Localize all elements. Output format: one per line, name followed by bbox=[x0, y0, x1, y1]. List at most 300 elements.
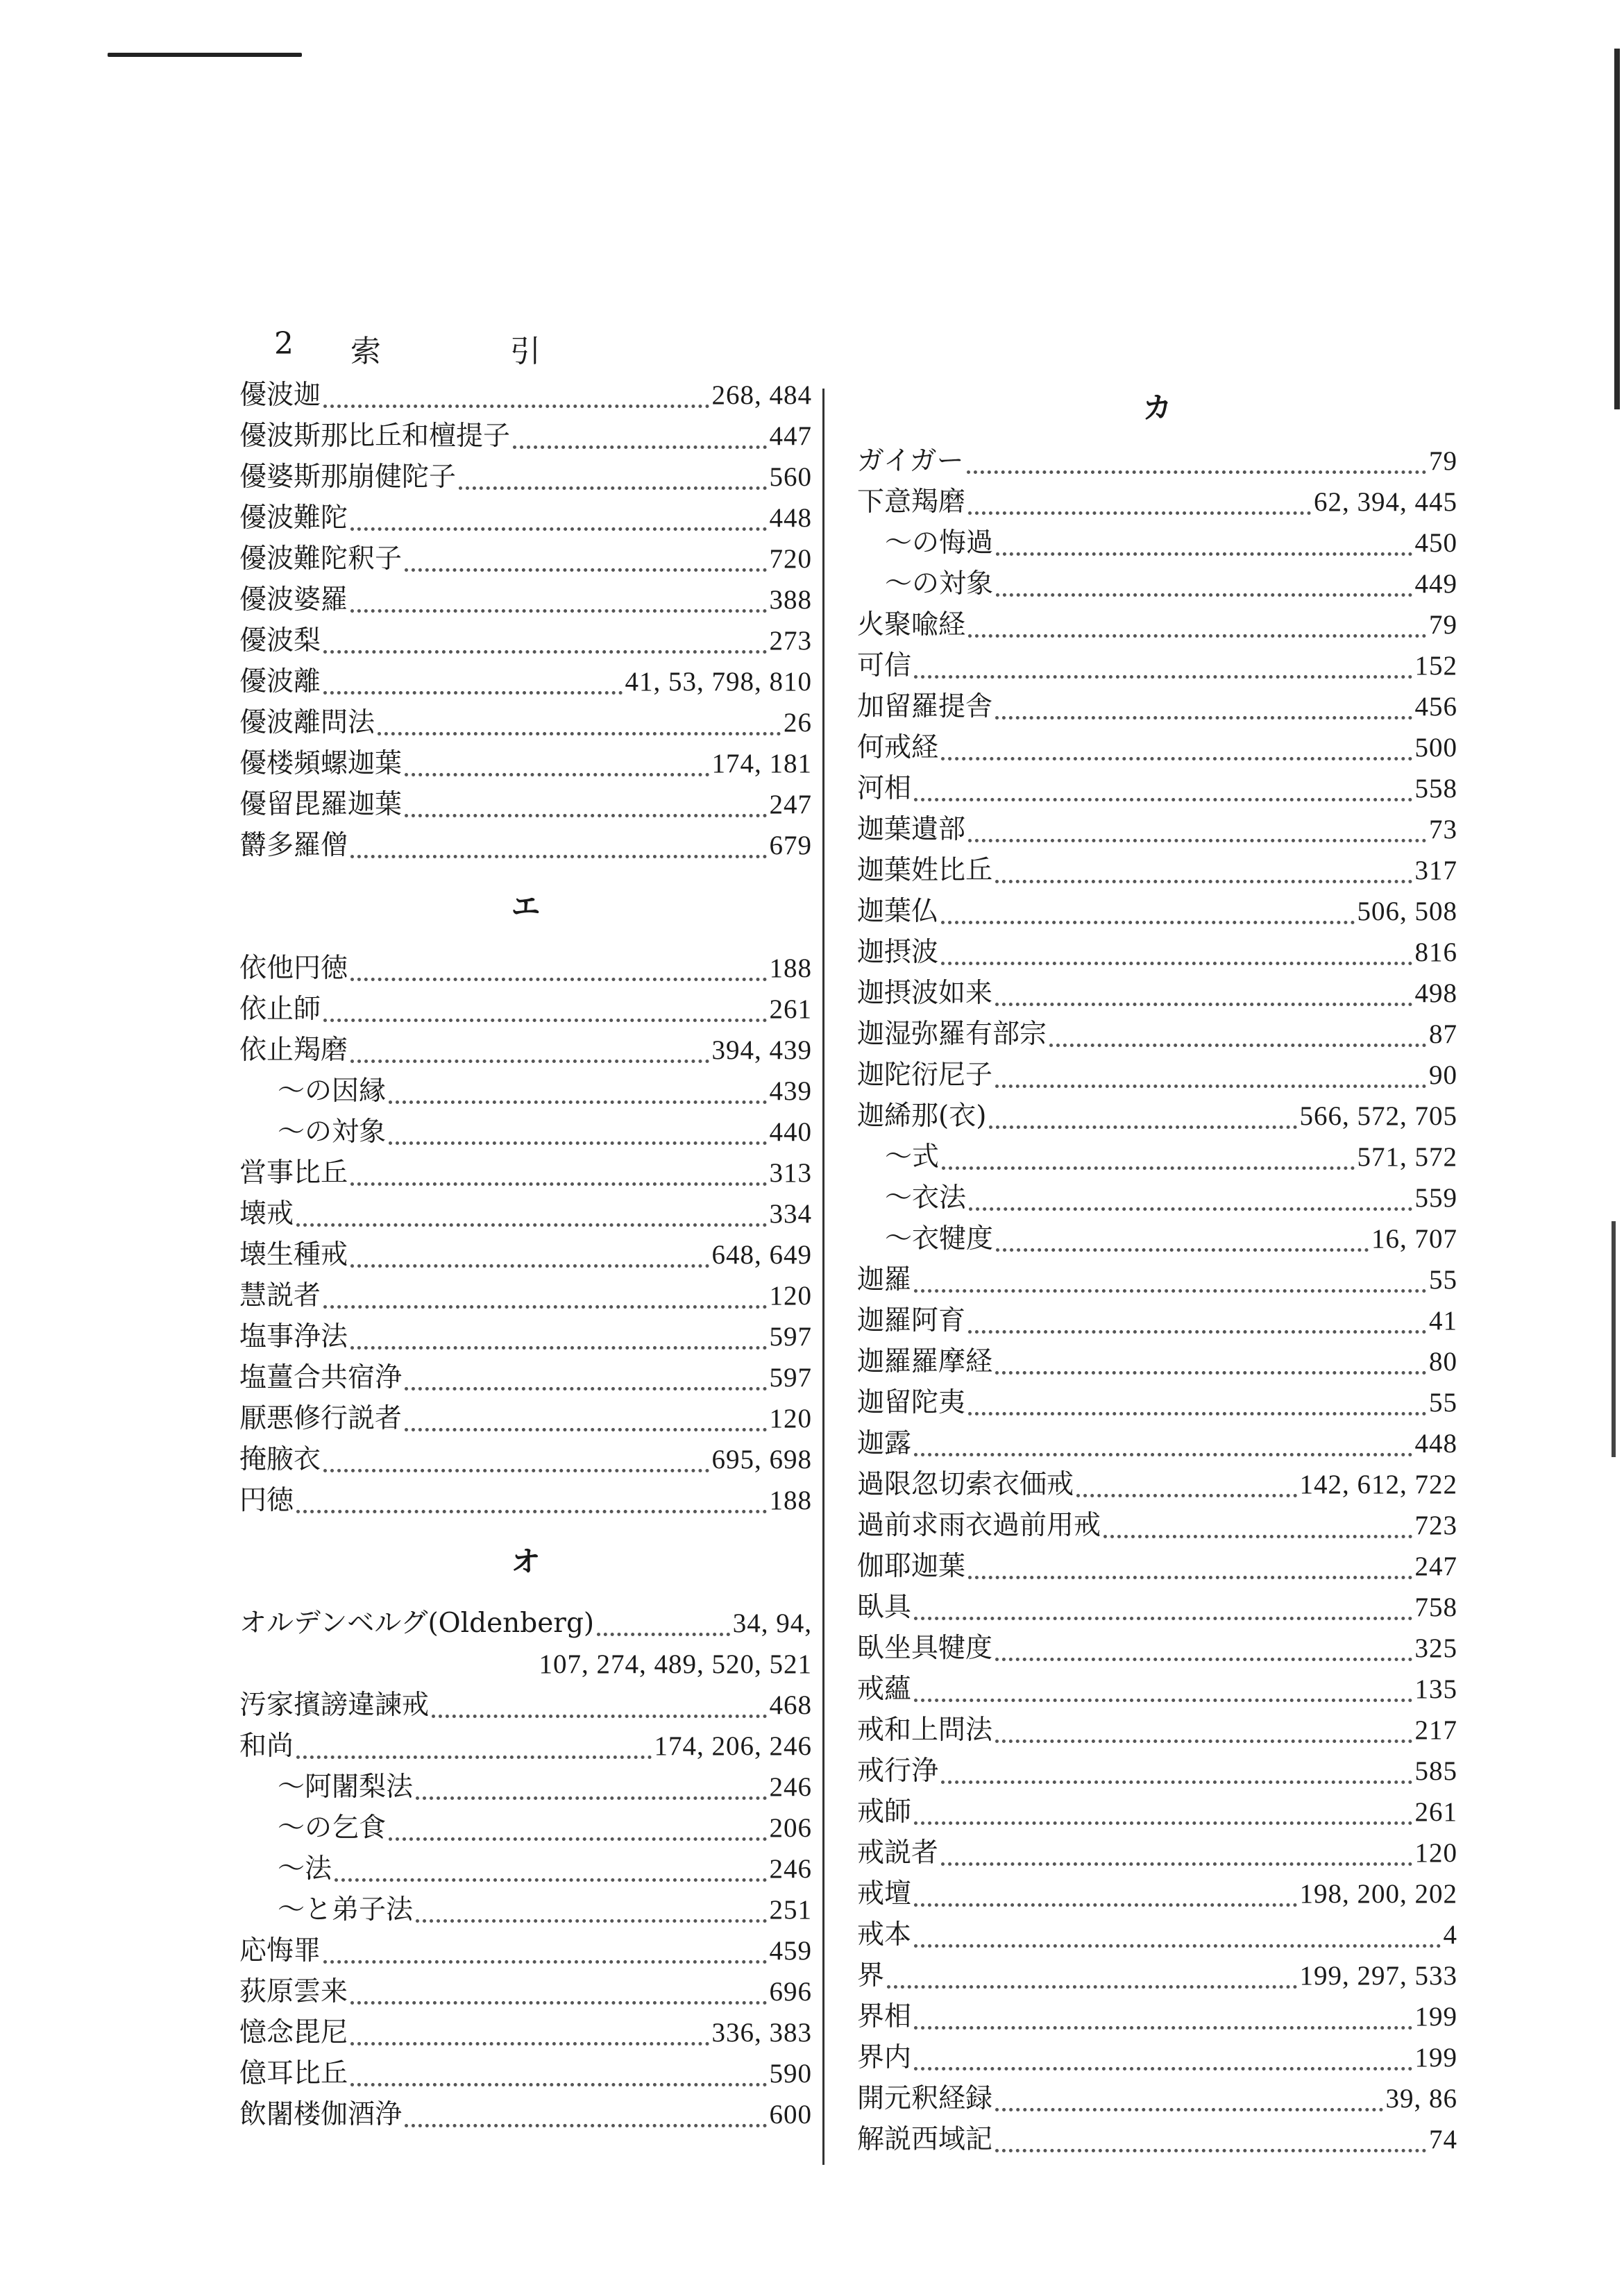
dot-leader bbox=[323, 1005, 766, 1022]
entry-pages: 188 bbox=[769, 953, 812, 983]
dot-leader bbox=[296, 1209, 766, 1227]
index-subentry bbox=[857, 1137, 1457, 1177]
entry-term: ～の対象 bbox=[278, 1116, 387, 1148]
index-entry bbox=[239, 1193, 812, 1234]
dot-leader bbox=[996, 538, 1412, 556]
entry-pages: 206 bbox=[769, 1813, 812, 1843]
index-entry bbox=[857, 1955, 1457, 1996]
entry-term: 何戒経 bbox=[857, 732, 939, 763]
dot-leader bbox=[350, 1168, 766, 1186]
entry-pages: 468 bbox=[769, 1690, 812, 1720]
entry-pages: 217 bbox=[1414, 1715, 1457, 1745]
entry-pages: 447 bbox=[769, 421, 812, 451]
index-entry bbox=[239, 1930, 812, 1971]
index-entry bbox=[239, 1275, 812, 1316]
entry-term: 戒行浄 bbox=[857, 1755, 939, 1787]
entry-term: 迦湿弥羅有部宗 bbox=[857, 1019, 1047, 1050]
dot-leader bbox=[941, 948, 1412, 965]
running-head-title-1: 索 bbox=[350, 334, 381, 369]
entry-pages: 459 bbox=[769, 1936, 812, 1966]
index-entry bbox=[857, 686, 1457, 727]
entry-pages: 34, 94, bbox=[732, 1608, 812, 1638]
entry-pages: 247 bbox=[1414, 1551, 1457, 1581]
entry-term: 戒本 bbox=[857, 1919, 912, 1950]
entry-term: 界相 bbox=[857, 2001, 912, 2032]
scan-artifact-line bbox=[108, 53, 302, 57]
dot-leader bbox=[941, 907, 1354, 924]
entry-term: 戒壇 bbox=[857, 1878, 912, 1910]
index-entry bbox=[857, 1464, 1457, 1505]
dot-leader bbox=[323, 636, 766, 654]
dot-leader bbox=[989, 1112, 1296, 1129]
dot-leader bbox=[995, 702, 1412, 720]
entry-pages: 79 bbox=[1429, 610, 1457, 640]
index-entry bbox=[857, 1341, 1457, 1382]
dot-leader bbox=[323, 1946, 766, 1964]
entry-term: 迦露 bbox=[857, 1428, 912, 1459]
dot-leader bbox=[350, 1332, 766, 1350]
index-entry bbox=[857, 891, 1457, 932]
dot-leader bbox=[914, 1685, 1412, 1702]
entry-pages: 597 bbox=[769, 1363, 812, 1393]
dot-leader bbox=[914, 2053, 1412, 2070]
entry-pages: 313 bbox=[769, 1158, 812, 1188]
scan-edge-shadow bbox=[1614, 49, 1620, 409]
entry-pages: 39, 86 bbox=[1385, 2084, 1457, 2114]
entry-term: 優楼頻螺迦葉 bbox=[239, 748, 403, 779]
index-entry bbox=[857, 604, 1457, 645]
entry-pages: 16, 707 bbox=[1371, 1224, 1457, 1254]
index-entry bbox=[239, 2053, 812, 2094]
entry-term: 迦摂波 bbox=[857, 937, 939, 968]
entry-pages: 246 bbox=[769, 1854, 812, 1884]
entry-term: 優婆斯那崩健陀子 bbox=[239, 461, 457, 493]
index-entry bbox=[857, 1914, 1457, 1955]
entry-term: 迦陀衍尼子 bbox=[857, 1060, 993, 1091]
entry-term: 開元釈経録 bbox=[857, 2083, 993, 2114]
index-entry bbox=[857, 2119, 1457, 2160]
entry-pages: 41 bbox=[1429, 1306, 1457, 1336]
entry-pages: 325 bbox=[1414, 1633, 1457, 1663]
entry-term: 優波離 bbox=[239, 666, 321, 697]
index-entry bbox=[239, 948, 812, 989]
entry-term: ～の対象 bbox=[885, 568, 994, 599]
entry-term: ～式 bbox=[885, 1141, 940, 1173]
entry-pages: 696 bbox=[769, 1977, 812, 2007]
dot-leader bbox=[942, 1153, 1354, 1170]
entry-term: 迦摂波如来 bbox=[857, 978, 993, 1009]
entry-pages: 695, 698 bbox=[711, 1445, 812, 1474]
entry-pages: 273 bbox=[769, 626, 812, 656]
dot-leader bbox=[967, 457, 1426, 474]
entry-term: 迦羅羅摩経 bbox=[857, 1346, 993, 1377]
entry-pages: 198, 200, 202 bbox=[1299, 1879, 1457, 1909]
dot-leader bbox=[405, 800, 766, 817]
dot-leader bbox=[350, 2069, 766, 2086]
entry-pages: 334 bbox=[769, 1199, 812, 1229]
entry-pages: 498 bbox=[1414, 978, 1457, 1008]
index-entry bbox=[857, 1996, 1457, 2037]
entry-term: 臥具 bbox=[857, 1592, 912, 1623]
index-subentry bbox=[239, 1767, 812, 1808]
index-entry bbox=[239, 1357, 812, 1398]
dot-leader bbox=[995, 1726, 1412, 1743]
index-entry bbox=[239, 498, 812, 538]
index-entry bbox=[857, 809, 1457, 850]
entry-term: 依止師 bbox=[239, 994, 321, 1025]
dot-leader bbox=[995, 2135, 1426, 2152]
index-entry bbox=[857, 1792, 1457, 1832]
dot-leader bbox=[1049, 1030, 1426, 1047]
dot-leader bbox=[968, 825, 1426, 842]
entry-term: 界 bbox=[857, 1960, 885, 1991]
entry-term: 壊生種戒 bbox=[239, 1239, 348, 1270]
index-subentry bbox=[857, 522, 1457, 563]
index-entry bbox=[857, 645, 1457, 686]
entry-term: ～の因縁 bbox=[278, 1075, 387, 1107]
entry-pages: 247 bbox=[769, 790, 812, 819]
entry-term: 伽耶迦葉 bbox=[857, 1551, 966, 1582]
index-entry bbox=[857, 973, 1457, 1014]
entry-term: 迦羅 bbox=[857, 1264, 912, 1295]
entry-term: ～衣法 bbox=[885, 1182, 967, 1214]
entry-pages: 152 bbox=[1414, 651, 1457, 681]
entry-pages: 449 bbox=[1414, 569, 1457, 599]
index-entry bbox=[857, 1259, 1457, 1300]
entry-term: 営事比丘 bbox=[239, 1157, 348, 1189]
entry-pages: 558 bbox=[1414, 774, 1457, 803]
entry-term: 優波迦 bbox=[239, 380, 321, 411]
dot-leader bbox=[941, 743, 1412, 760]
entry-pages: 73 bbox=[1429, 815, 1457, 844]
entry-pages: 560 bbox=[769, 462, 812, 492]
entry-term: 厭悪修行説者 bbox=[239, 1403, 403, 1434]
dot-leader bbox=[296, 1742, 651, 1759]
index-entry bbox=[239, 457, 812, 498]
entry-pages: 679 bbox=[769, 831, 812, 860]
entry-pages: 440 bbox=[769, 1117, 812, 1147]
entry-term: 可信 bbox=[857, 650, 912, 681]
entry-pages: 448 bbox=[1414, 1429, 1457, 1459]
entry-term: 解説西域記 bbox=[857, 2124, 993, 2155]
index-column-right bbox=[857, 375, 1457, 2160]
dot-leader bbox=[416, 1783, 766, 1800]
entry-pages: 199 bbox=[1414, 2043, 1457, 2073]
index-entry bbox=[857, 1382, 1457, 1423]
entry-term: 優波難陀 bbox=[239, 502, 348, 534]
dot-leader bbox=[968, 1316, 1426, 1334]
entry-term: 優留毘羅迦葉 bbox=[239, 789, 403, 820]
index-entry bbox=[857, 1300, 1457, 1341]
index-entry bbox=[857, 2037, 1457, 2078]
dot-leader bbox=[405, 759, 709, 776]
entry-pages: 4 bbox=[1443, 1920, 1457, 1950]
entry-term: 河相 bbox=[857, 773, 912, 804]
entry-pages: 251 bbox=[769, 1895, 812, 1925]
index-entry bbox=[239, 375, 812, 416]
entry-term: 依他円徳 bbox=[239, 953, 348, 984]
entry-term: 和尚 bbox=[239, 1730, 294, 1762]
section-heading: オ bbox=[511, 1545, 541, 1579]
entry-term: 依止羯磨 bbox=[239, 1035, 348, 1066]
dot-leader bbox=[350, 1250, 709, 1268]
entry-pages: 62, 394, 445 bbox=[1314, 487, 1457, 517]
dot-leader bbox=[914, 1603, 1412, 1620]
entry-term: 迦葉姓比丘 bbox=[857, 855, 993, 886]
entry-term: 壊戒 bbox=[239, 1198, 294, 1230]
entry-term: 優波婆羅 bbox=[239, 584, 348, 615]
dot-leader bbox=[914, 1930, 1440, 1948]
entry-pages: 188 bbox=[769, 1486, 812, 1515]
dot-leader bbox=[996, 579, 1412, 597]
entry-pages: 142, 612, 722 bbox=[1299, 1470, 1457, 1499]
index-subentry bbox=[239, 1848, 812, 1889]
entry-pages: 74 bbox=[1429, 2125, 1457, 2154]
entry-pages: 55 bbox=[1429, 1388, 1457, 1418]
entry-term: 応悔罪 bbox=[239, 1935, 321, 1966]
dot-leader bbox=[323, 1291, 766, 1309]
index-entry bbox=[239, 702, 812, 743]
dot-leader bbox=[296, 1496, 766, 1513]
index-subentry bbox=[857, 1218, 1457, 1259]
entry-pages: 174, 181 bbox=[711, 749, 812, 779]
dot-leader bbox=[996, 1234, 1369, 1252]
dot-leader bbox=[914, 661, 1412, 679]
entry-pages: 261 bbox=[769, 994, 812, 1024]
entry-term: ～阿闍梨法 bbox=[278, 1771, 414, 1803]
index-entry bbox=[857, 727, 1457, 768]
dot-leader bbox=[389, 1128, 766, 1145]
section-heading: カ bbox=[1142, 391, 1172, 425]
dot-leader bbox=[1076, 1480, 1296, 1497]
dot-leader bbox=[914, 2012, 1412, 2030]
running-head-title-2: 引 bbox=[510, 334, 541, 369]
entry-term: 汚家擯謗違諫戒 bbox=[239, 1690, 430, 1721]
index-entry-continuation bbox=[239, 1644, 812, 1685]
index-entry bbox=[239, 1030, 812, 1071]
dot-leader bbox=[378, 718, 781, 735]
index-column-left bbox=[239, 375, 812, 2135]
entry-term: 界内 bbox=[857, 2042, 912, 2073]
entry-term: 加留羅提舎 bbox=[857, 691, 993, 722]
dot-leader bbox=[405, 1414, 766, 1431]
entry-term: 円徳 bbox=[239, 1485, 294, 1516]
entry-term: 塩薑合共宿浄 bbox=[239, 1362, 403, 1393]
entry-term: 荻原雲来 bbox=[239, 1976, 348, 2007]
dot-leader bbox=[995, 866, 1412, 883]
index-entry bbox=[239, 1685, 812, 1726]
entry-term: 戒師 bbox=[857, 1796, 912, 1828]
dot-leader bbox=[941, 1848, 1412, 1866]
entry-pages: 80 bbox=[1429, 1347, 1457, 1377]
entry-pages: 268, 484 bbox=[711, 380, 812, 410]
entry-pages: 174, 206, 246 bbox=[654, 1731, 812, 1761]
entry-term: 迦羅阿育 bbox=[857, 1305, 966, 1336]
index-entry bbox=[239, 538, 812, 579]
dot-leader bbox=[389, 1087, 766, 1104]
entry-term: 下意羯磨 bbox=[857, 486, 966, 518]
entry-pages: 439 bbox=[769, 1076, 812, 1106]
entry-pages: 648, 649 bbox=[711, 1240, 812, 1270]
dot-leader bbox=[350, 841, 766, 858]
entry-term: 火聚喩経 bbox=[857, 609, 966, 640]
entry-pages: 120 bbox=[1414, 1838, 1457, 1868]
entry-pages: 571, 572 bbox=[1357, 1142, 1457, 1172]
entry-pages: 135 bbox=[1414, 1674, 1457, 1704]
index-entry bbox=[857, 1873, 1457, 1914]
index-entry bbox=[239, 1603, 812, 1644]
entry-term: 過前求雨衣過前用戒 bbox=[857, 1510, 1101, 1541]
index-entry bbox=[857, 2078, 1457, 2119]
dot-leader bbox=[405, 554, 766, 572]
index-entry bbox=[239, 825, 812, 866]
entry-term: ガイガー bbox=[857, 445, 964, 477]
index-entry bbox=[239, 620, 812, 661]
entry-term: 優波梨 bbox=[239, 625, 321, 656]
dot-leader bbox=[350, 1987, 766, 2005]
index-entry bbox=[857, 1014, 1457, 1055]
index-entry bbox=[857, 1628, 1457, 1669]
entry-pages: 388 bbox=[769, 585, 812, 615]
entry-term: ～法 bbox=[278, 1853, 332, 1885]
entry-pages: 90 bbox=[1429, 1060, 1457, 1090]
entry-pages: 87 bbox=[1429, 1019, 1457, 1049]
index-entry bbox=[239, 2094, 812, 2135]
entry-term: 迦葉遺部 bbox=[857, 814, 966, 845]
index-subentry bbox=[239, 1808, 812, 1848]
dot-leader bbox=[914, 1439, 1412, 1456]
entry-pages: 590 bbox=[769, 2059, 812, 2089]
index-entry bbox=[857, 1423, 1457, 1464]
entry-pages: 456 bbox=[1414, 692, 1457, 722]
entry-pages: 120 bbox=[769, 1281, 812, 1311]
page-number: 2 bbox=[274, 326, 294, 362]
dot-leader bbox=[995, 1644, 1412, 1661]
scan-edge-shadow bbox=[1612, 1221, 1616, 1457]
entry-pages: 758 bbox=[1414, 1592, 1457, 1622]
dot-leader bbox=[350, 595, 766, 613]
entry-pages: 199 bbox=[1414, 2002, 1457, 2032]
entry-term: 欝多羅僧 bbox=[239, 830, 348, 861]
entry-pages: 394, 439 bbox=[711, 1035, 812, 1065]
dot-leader bbox=[995, 1357, 1426, 1375]
entry-term: ～と弟子法 bbox=[278, 1894, 414, 1925]
dot-leader bbox=[350, 964, 766, 981]
entry-pages: 720 bbox=[769, 544, 812, 574]
entry-pages: 107, 274, 489, 520, 521 bbox=[539, 1649, 812, 1679]
entry-term: 億耳比丘 bbox=[239, 2058, 348, 2089]
entry-term: 臥坐具犍度 bbox=[857, 1633, 993, 1664]
entry-pages: 450 bbox=[1414, 528, 1457, 558]
index-entry bbox=[857, 1751, 1457, 1792]
dot-leader bbox=[597, 1619, 730, 1636]
entry-term: オルデンベルグ(Oldenberg) bbox=[239, 1608, 595, 1639]
dot-leader bbox=[323, 391, 709, 408]
dot-leader bbox=[914, 784, 1412, 801]
entry-term: ～の乞食 bbox=[278, 1812, 387, 1844]
index-entry bbox=[239, 1726, 812, 1767]
index-entry bbox=[857, 1505, 1457, 1546]
index-entry bbox=[857, 441, 1457, 482]
entry-pages: 600 bbox=[769, 2100, 812, 2129]
index-entry bbox=[239, 1971, 812, 2012]
index-entry bbox=[239, 1480, 812, 1521]
entry-pages: 336, 383 bbox=[711, 2018, 812, 2048]
entry-pages: 723 bbox=[1414, 1511, 1457, 1540]
index-subentry bbox=[857, 563, 1457, 604]
entry-term: ～衣犍度 bbox=[885, 1223, 994, 1255]
entry-term: 戒和上問法 bbox=[857, 1715, 993, 1746]
index-entry bbox=[857, 1710, 1457, 1751]
dot-leader bbox=[350, 1046, 709, 1063]
entry-pages: 79 bbox=[1429, 446, 1457, 476]
entry-term: 過限忽切索衣価戒 bbox=[857, 1469, 1074, 1500]
index-entry bbox=[857, 850, 1457, 891]
dot-leader bbox=[995, 2094, 1382, 2111]
entry-term: 掩腋衣 bbox=[239, 1444, 321, 1475]
index-entry bbox=[857, 1587, 1457, 1628]
dot-leader bbox=[389, 1823, 766, 1841]
index-subentry bbox=[239, 1889, 812, 1930]
entry-pages: 55 bbox=[1429, 1265, 1457, 1295]
index-entry bbox=[857, 1546, 1457, 1587]
entry-pages: 199, 297, 533 bbox=[1299, 1961, 1457, 1991]
entry-term: 憶念毘尼 bbox=[239, 2017, 348, 2048]
index-entry bbox=[239, 1153, 812, 1193]
entry-term: ～の悔過 bbox=[885, 527, 994, 559]
index-entry bbox=[239, 661, 812, 702]
dot-leader bbox=[968, 620, 1426, 638]
entry-term: 飲闍楼伽酒浄 bbox=[239, 2099, 403, 2130]
index-entry bbox=[239, 416, 812, 457]
index-entry bbox=[239, 1439, 812, 1480]
dot-leader bbox=[432, 1701, 766, 1718]
dot-leader bbox=[995, 989, 1412, 1006]
dot-leader bbox=[323, 1455, 709, 1472]
index-entry bbox=[857, 1669, 1457, 1710]
entry-pages: 261 bbox=[1414, 1797, 1457, 1827]
entry-pages: 500 bbox=[1414, 733, 1457, 763]
dot-leader bbox=[914, 1889, 1296, 1907]
index-subentry bbox=[239, 1112, 812, 1153]
dot-leader bbox=[335, 1864, 766, 1882]
index-entry bbox=[239, 1316, 812, 1357]
entry-pages: 506, 508 bbox=[1357, 896, 1457, 926]
index-entry bbox=[857, 1832, 1457, 1873]
dot-leader bbox=[914, 1275, 1426, 1293]
dot-leader bbox=[968, 498, 1311, 515]
entry-term: 塩事浄法 bbox=[239, 1321, 348, 1352]
entry-term: 慧説者 bbox=[239, 1280, 321, 1311]
running-head bbox=[274, 326, 541, 371]
entry-term: 迦絺那(衣) bbox=[857, 1100, 987, 1132]
dot-leader bbox=[887, 1971, 1296, 1989]
dot-leader bbox=[405, 2110, 766, 2127]
dot-leader bbox=[941, 1767, 1412, 1784]
dot-leader bbox=[968, 1398, 1426, 1415]
entry-term: 迦葉仏 bbox=[857, 896, 939, 927]
entry-term: 戒説者 bbox=[857, 1837, 939, 1869]
index-entry bbox=[239, 743, 812, 784]
entry-pages: 246 bbox=[769, 1772, 812, 1802]
entry-pages: 597 bbox=[769, 1322, 812, 1352]
dot-leader bbox=[323, 677, 622, 695]
entry-pages: 559 bbox=[1414, 1183, 1457, 1213]
entry-pages: 317 bbox=[1414, 856, 1457, 885]
dot-leader bbox=[405, 1373, 766, 1391]
entry-term: 優波難陀釈子 bbox=[239, 543, 403, 575]
index-entry bbox=[857, 1055, 1457, 1096]
